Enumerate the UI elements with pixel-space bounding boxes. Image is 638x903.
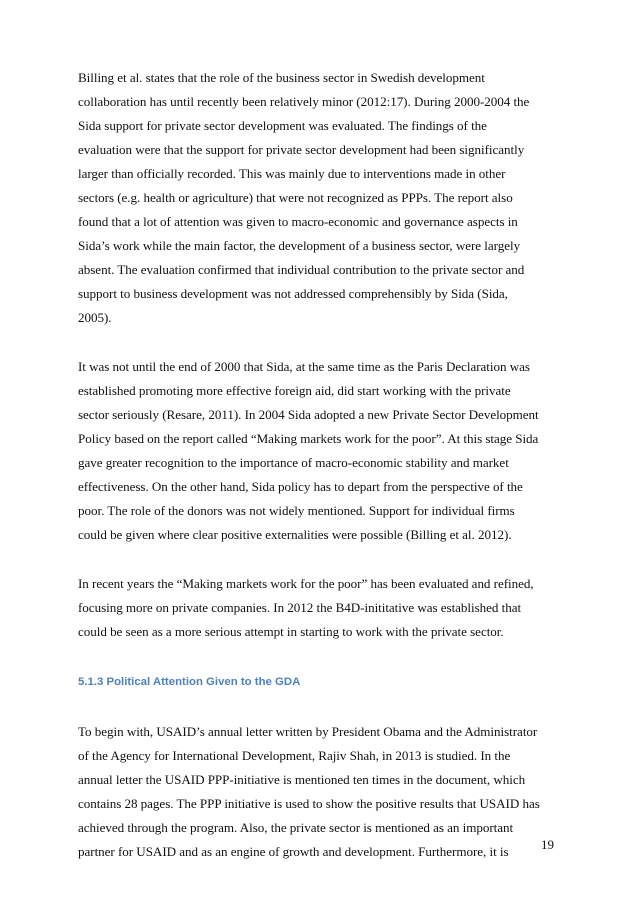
paragraph-spacer (78, 330, 562, 355)
text-line: poor. The role of the donors was not widely mentioned. Support for individual firms (78, 503, 515, 518)
text-line: Policy based on the report called “Making markets work for the poor”. At this stage Sida (78, 431, 539, 446)
paragraph-usaid-letter (78, 720, 562, 864)
text-line: It was not until the end of 2000 that Sida, at the same time as the Paris Declaration was (78, 359, 530, 374)
text-line: effectiveness. On the other hand, Sida policy has to depart from the perspective of the (78, 479, 523, 494)
paragraph-spacer (78, 644, 562, 670)
text-line: absent. The evaluation confirmed that individual contribution to the private sector and (78, 262, 525, 277)
text-line: In recent years the “Making markets work for the poor” has been evaluated and refined, (78, 576, 534, 591)
paragraph-recent-years (78, 572, 562, 644)
paragraph-sida-evaluation (78, 66, 562, 330)
text-line: annual letter the USAID PPP-initiative is mentioned ten times in the document, which (78, 772, 526, 787)
text-line: evaluation were that the support for private sector development had been significantly (78, 142, 525, 157)
text-line: could be given where clear positive externalities were possible (Billing et al. 2012). (78, 527, 512, 542)
text-line: contains 28 pages. The PPP initiative is used to show the positive results that USAID has (78, 796, 540, 811)
text-line: partner for USAID and as an engine of growth and development. Furthermore, it is (78, 844, 509, 859)
text-line: achieved through the program. Also, the private sector is mentioned as an important (78, 820, 514, 835)
text-line: Sida support for private sector development was evaluated. The findings of the (78, 118, 487, 133)
section-heading: 5.1.3 Political Attention Given to the GDA (78, 676, 301, 688)
text-line: could be seen as a more serious attempt in starting to work with the private sector. (78, 624, 504, 639)
text-line: Billing et al. states that the role of the business sector in Swedish development (78, 70, 485, 85)
page-body (78, 66, 562, 864)
text-line: Sida’s work while the main factor, the development of a business sector, were largely (78, 238, 521, 253)
text-line: focusing more on private companies. In 2012 the B4D-inititative was established that (78, 600, 522, 615)
page-number: 19 (541, 837, 554, 852)
paragraph-spacer (78, 547, 562, 572)
text-line: sectors (e.g. health or agriculture) that were not recognized as PPPs. The report also (78, 190, 513, 205)
text-line: support to business development was not addressed comprehensibly by Sida (Sida, (78, 286, 508, 301)
text-line: collaboration has until recently been relatively minor (2012:17). During 2000-2004 the (78, 94, 530, 109)
text-line: sector seriously (Resare, 2011). In 2004 Sida adopted a new Private Sector Development (78, 407, 539, 422)
text-line: To begin with, USAID’s annual letter written by President Obama and the Administrator (78, 724, 538, 739)
text-line: 2005). (78, 310, 112, 325)
text-line: gave greater recognition to the importance of macro-economic stability and market (78, 455, 509, 470)
text-line: of the Agency for International Development, Rajiv Shah, in 2013 is studied. In the (78, 748, 511, 763)
text-line: larger than officially recorded. This was mainly due to interventions made in other (78, 166, 506, 181)
text-line: established promoting more effective foreign aid, did start working with the private (78, 383, 511, 398)
text-line: found that a lot of attention was given to macro-economic and governance aspects in (78, 214, 518, 229)
paragraph-spacer (78, 694, 562, 720)
paragraph-sida-policy (78, 355, 562, 547)
